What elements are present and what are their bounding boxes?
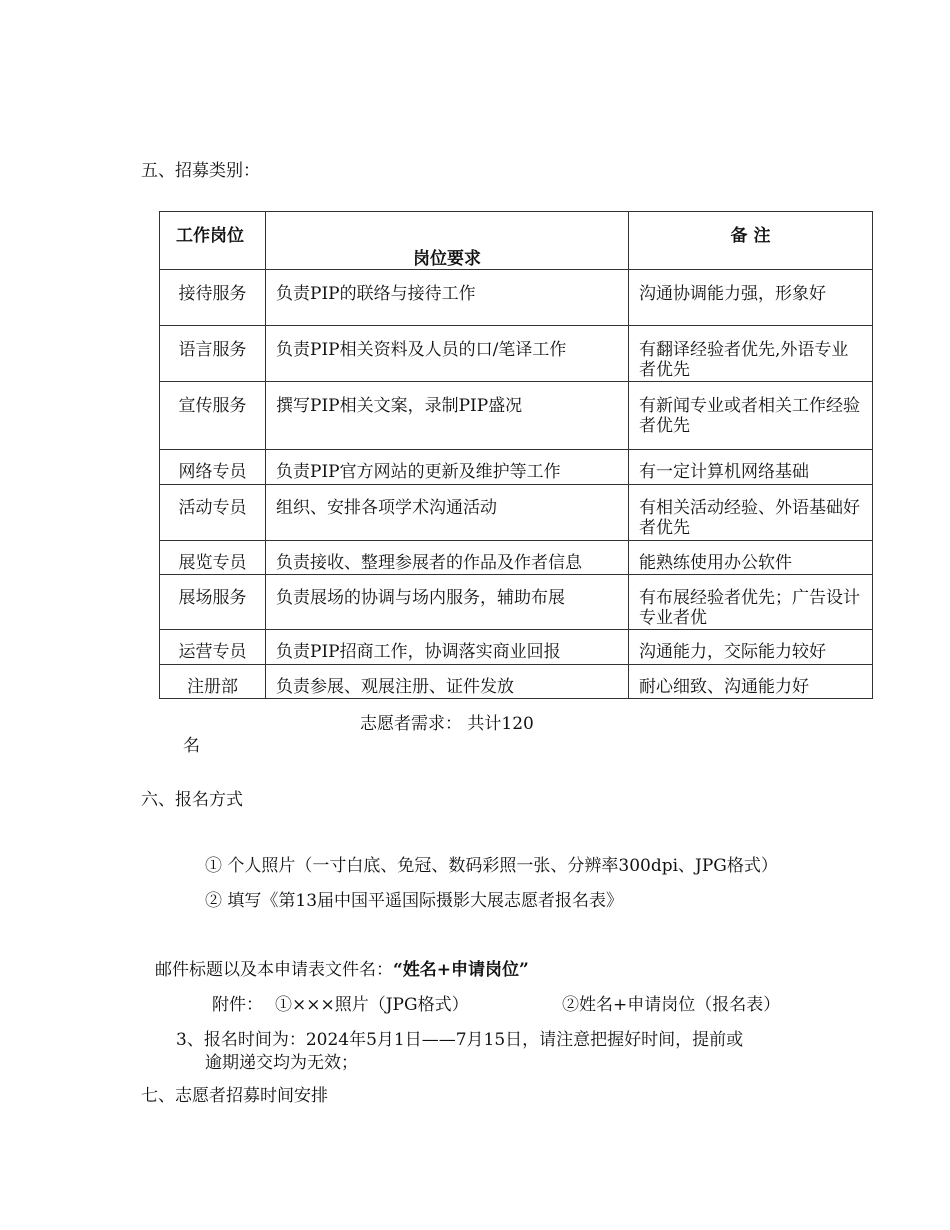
row-requirement: 负责接收、整理参展者的作品及作者信息 [266, 541, 629, 575]
attachment-label: 附件： [212, 995, 263, 1015]
table-row [160, 541, 873, 575]
row-requirement: 撰写PIP相关文案，录制PIP盛况 [266, 382, 629, 450]
section-6-heading: 六、报名方式 [141, 790, 243, 810]
table-row [160, 630, 873, 665]
table-row [160, 270, 873, 326]
mail-subject-label: 邮件标题以及本申请表文件名： [155, 960, 393, 980]
row-note: 有一定计算机网络基础 [629, 450, 873, 485]
row-note: 沟通能力，交际能力较好 [629, 630, 873, 665]
table-row [160, 450, 873, 485]
attachment-2: ②姓名+申请岗位（报名表） [562, 995, 781, 1015]
header-position: 工作岗位 [160, 212, 266, 270]
row-requirement: 负责参展、观展注册、证件发放 [266, 665, 629, 699]
row-note: 沟通协调能力强，形象好 [629, 270, 873, 326]
requirement-item-1: ① 个人照片（一寸白底、免冠、数码彩照一张、分辨率300dpi、JPG格式） [205, 856, 778, 876]
mail-subject-line [155, 960, 529, 980]
application-time-line2: 逾期递交均为无效； [205, 1053, 358, 1073]
table-row [160, 575, 873, 630]
row-position: 注册部 [160, 665, 266, 699]
volunteer-demand: 志愿者需求： 共计120 [360, 714, 534, 734]
row-note: 耐心细致、沟通能力好 [629, 665, 873, 699]
header-requirement: 岗位要求 [266, 212, 629, 270]
row-requirement: 负责PIP的联络与接待工作 [266, 270, 629, 326]
row-note: 有布展经验者优先；广告设计专业者优 [629, 575, 873, 630]
row-requirement: 组织、安排各项学术沟通活动 [266, 485, 629, 541]
row-note: 有相关活动经验、外语基础好者优先 [629, 485, 873, 541]
row-position: 宣传服务 [160, 382, 266, 450]
section-5-heading: 五、招募类别： [141, 161, 260, 181]
row-position: 展览专员 [160, 541, 266, 575]
row-requirement: 负责PIP招商工作，协调落实商业回报 [266, 630, 629, 665]
table-header-row [160, 212, 873, 270]
row-requirement: 负责展场的协调与场内服务，辅助布展 [266, 575, 629, 630]
row-note: 有新闻专业或者相关工作经验者优先 [629, 382, 873, 450]
row-requirement: 负责PIP相关资料及人员的口/笔译工作 [266, 326, 629, 382]
table-row [160, 382, 873, 450]
mail-subject-value: “姓名+申请岗位” [393, 960, 529, 980]
header-note: 备 注 [629, 212, 873, 270]
row-position: 网络专员 [160, 450, 266, 485]
row-note: 有翻译经验者优先,外语专业者优先 [629, 326, 873, 382]
volunteer-demand-unit: 名 [183, 736, 200, 756]
table-row [160, 485, 873, 541]
row-position: 接待服务 [160, 270, 266, 326]
row-position: 展场服务 [160, 575, 266, 630]
table-row [160, 665, 873, 699]
row-position: 活动专员 [160, 485, 266, 541]
recruitment-table [159, 211, 873, 699]
row-position: 运营专员 [160, 630, 266, 665]
section-7-heading: 七、志愿者招募时间安排 [141, 1086, 328, 1106]
row-position: 语言服务 [160, 326, 266, 382]
application-time-line1: 3、报名时间为：2024年5月1日——7月15日，请注意把握好时间，提前或 [176, 1030, 744, 1050]
row-requirement: 负责PIP官方网站的更新及维护等工作 [266, 450, 629, 485]
row-note: 能熟练使用办公软件 [629, 541, 873, 575]
table-row [160, 326, 873, 382]
requirement-item-2: ② 填写《第13届中国平遥国际摄影大展志愿者报名表》 [205, 891, 624, 911]
attachment-1: ①×××照片（JPG格式） [275, 995, 469, 1015]
